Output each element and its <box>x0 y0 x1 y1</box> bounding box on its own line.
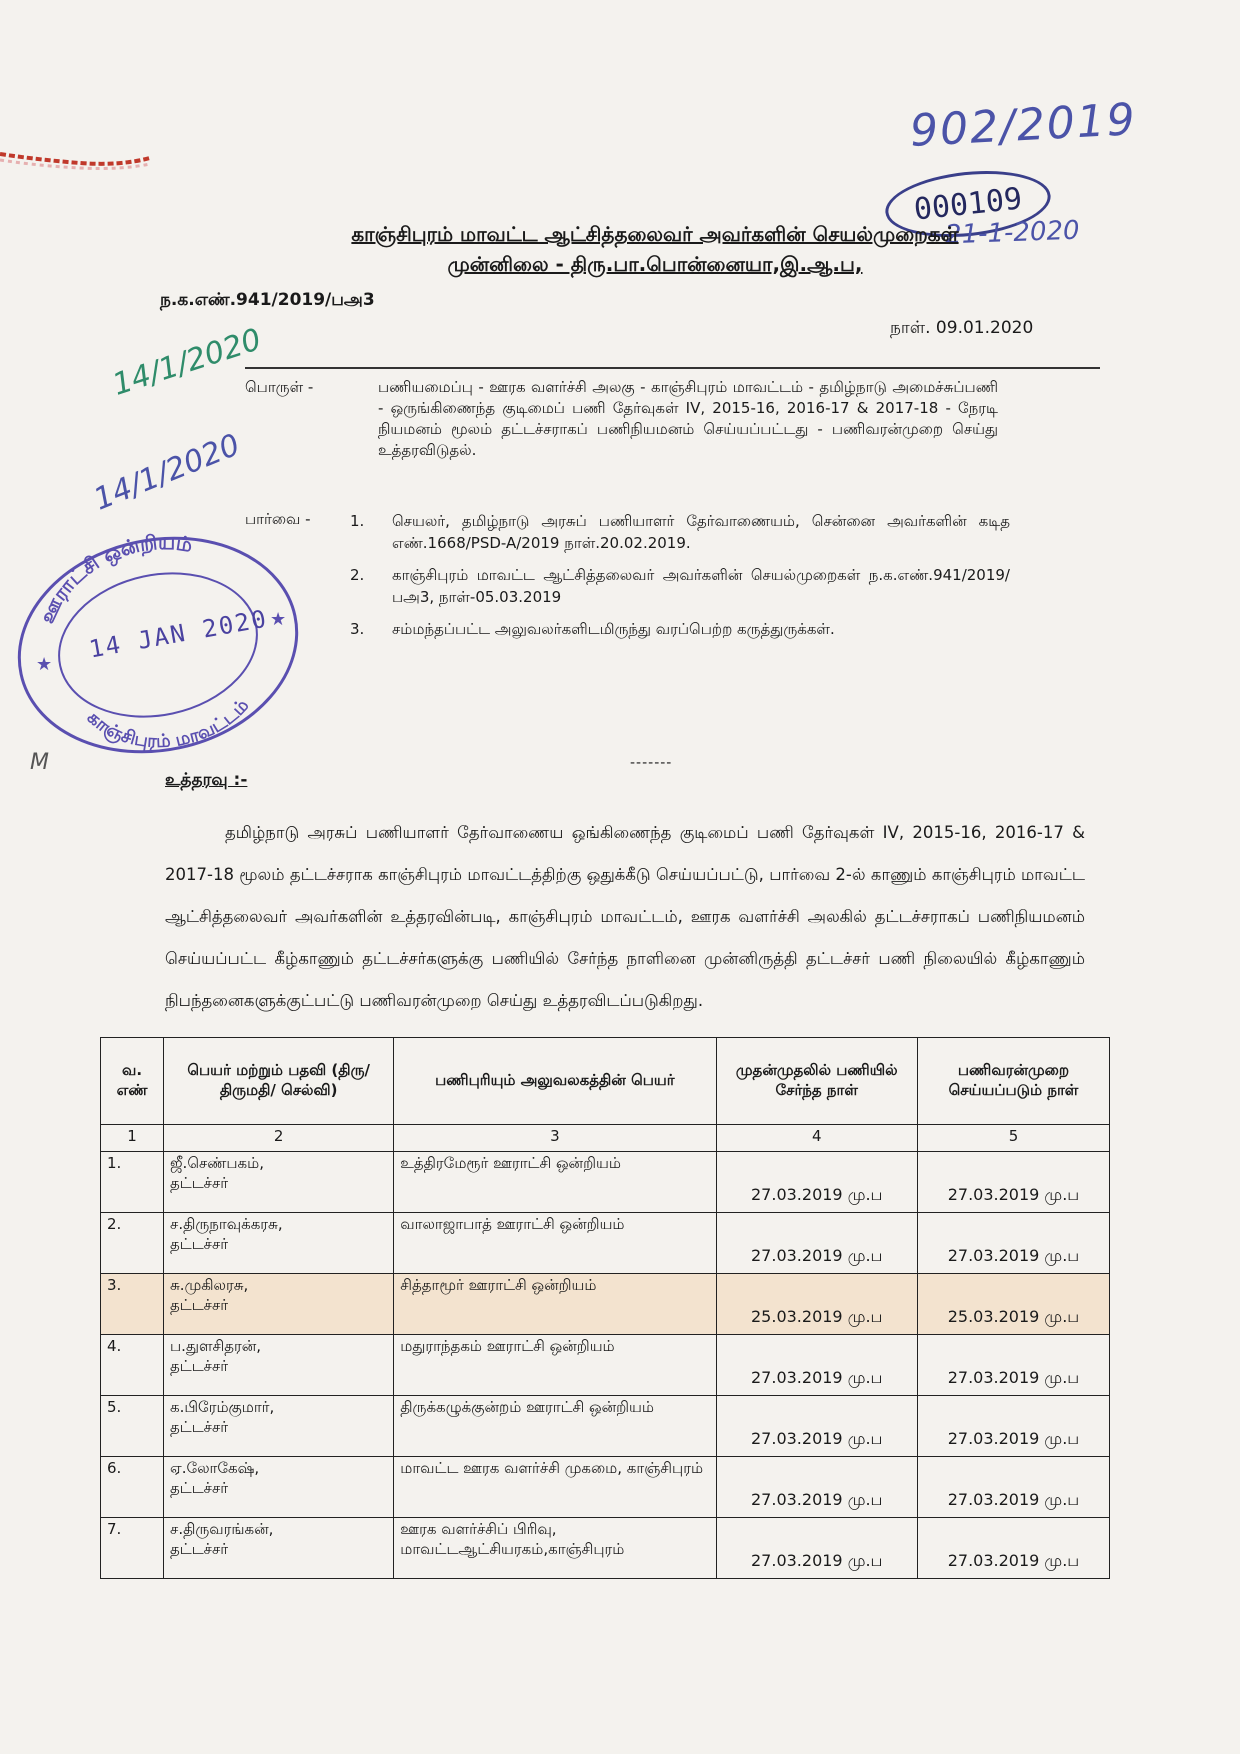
regularisation-date-cell: 27.03.2019 மு.ப <box>917 1213 1109 1274</box>
employee-post: தட்டச்சர் <box>170 1296 229 1314</box>
svg-text:★: ★ <box>36 654 53 675</box>
name-cell <box>164 1518 394 1579</box>
svg-text:★: ★ <box>270 609 287 630</box>
employee-name: ச.திருநாவுக்கரசு, <box>170 1215 283 1233</box>
office-cell: மதுராந்தகம் ஊராட்சி ஒன்றியம் <box>394 1335 716 1396</box>
regularisation-table <box>100 1037 1110 1579</box>
employee-post: தட்டச்சர் <box>170 1357 229 1375</box>
office-cell: உத்திரமேரூர் ஊராட்சி ஒன்றியம் <box>394 1152 716 1213</box>
serial-number: 000109 <box>912 180 1024 228</box>
joining-date-cell: 27.03.2019 மு.ப <box>716 1518 917 1579</box>
name-cell <box>164 1335 394 1396</box>
serial-cell: 4. <box>101 1335 164 1396</box>
joining-date-cell: 27.03.2019 மு.ப <box>716 1457 917 1518</box>
joining-date-cell: 25.03.2019 மு.ப <box>716 1274 917 1335</box>
handwritten-received-date: 21-1-2020 <box>944 215 1081 251</box>
column-header-name-post: பெயர் மற்றும் பதவி (திரு/திருமதி/ செல்வி) <box>164 1038 394 1125</box>
employee-post: தட்டச்சர் <box>170 1174 229 1192</box>
name-cell <box>164 1396 394 1457</box>
column-header-serial: வ. எண் <box>101 1038 164 1125</box>
reference-text-1: செயலர், தமிழ்நாடு அரசுப் பணியாளர் தேர்வாணையம், சென்னை அவர்களின் கடித எண்.1668/PSD-A/2019 நாள்.20.02.2019. <box>392 512 1010 552</box>
table-row <box>101 1457 1110 1518</box>
office-cell: சித்தாமூர் ஊராட்சி ஒன்றியம் <box>394 1274 716 1335</box>
column-header-joining-date: முதன்முதலில் பணியில் சேர்ந்த நாள் <box>716 1038 917 1125</box>
seal-date: 14 JAN 2020 <box>86 604 271 664</box>
seal-bottom-text: காஞ்சிபுரம் மாவட்டம் <box>82 694 254 753</box>
reference-item <box>350 564 1010 608</box>
subject-label: பொருள் - <box>245 378 314 396</box>
reference-item <box>350 510 1010 554</box>
references-list <box>350 510 1010 650</box>
seal-top-text: ஊராட்சி ஒன்றியம் <box>34 530 195 627</box>
serial-cell: 7. <box>101 1518 164 1579</box>
handwritten-file-number: 902/2019 <box>908 94 1138 157</box>
table-row <box>101 1518 1110 1579</box>
joining-date-cell: 27.03.2019 மு.ப <box>716 1152 917 1213</box>
name-cell <box>164 1274 394 1335</box>
employee-name: க.பிரேம்குமார், <box>170 1398 275 1416</box>
table-row <box>101 1152 1110 1213</box>
office-cell: திருக்கழுக்குன்றம் ஊராட்சி ஒன்றியம் <box>394 1396 716 1457</box>
table-row <box>101 1396 1110 1457</box>
column-number: 1 <box>101 1125 164 1152</box>
column-number: 2 <box>164 1125 394 1152</box>
serial-cell: 3. <box>101 1274 164 1335</box>
regularisation-date-cell: 27.03.2019 மு.ப <box>917 1518 1109 1579</box>
column-number: 3 <box>394 1125 716 1152</box>
reference-number: ந.க.எண்.941/2019/பஅ3 <box>160 290 375 310</box>
table-header-row <box>101 1038 1110 1125</box>
joining-date-cell: 27.03.2019 மு.ப <box>716 1213 917 1274</box>
reference-text-2: காஞ்சிபுரம் மாவட்ட ஆட்சித்தலைவர் அவர்களின் செயல்முறைகள் ந.க.எண்.941/2019/பஅ3, நாள்-05.03.2019 <box>392 566 1010 606</box>
handwritten-initial-green: 14/1/2020 <box>108 322 266 403</box>
reference-number-3: 3. <box>350 620 365 638</box>
reference-text-3: சம்மந்தப்பட்ட அலுவலர்களிடமிருந்து வரப்பெற்ற கருத்துருக்கள். <box>392 620 835 638</box>
table-row <box>101 1213 1110 1274</box>
employee-name: ஜீ.செண்பகம், <box>170 1154 264 1172</box>
joining-date-cell: 27.03.2019 மு.ப <box>716 1335 917 1396</box>
reference-number-1: 1. <box>350 512 365 530</box>
table-row <box>101 1335 1110 1396</box>
header-divider <box>245 367 1100 369</box>
column-number-row <box>101 1125 1110 1152</box>
reference-number-2: 2. <box>350 566 365 584</box>
subject-text: பணியமைப்பு - ஊரக வளர்ச்சி அலகு - காஞ்சிபுரம் மாவட்டம் - தமிழ்நாடு அமைச்சுப்பணி - ஒருங்கிணைந்த குடிமைப் பணி தேர்வுகள் IV, 2015-16, 2016-17 & 2017-18 - நேரடி நியமனம் மூலம் தட்டச்சராகப் பணிநியமனம் செய்யப்பட்டது - பணிவரன்முறை செய்து உத்தரவிடுதல். <box>378 378 998 459</box>
employee-post: தட்டச்சர் <box>170 1235 229 1253</box>
serial-cell: 1. <box>101 1152 164 1213</box>
office-cell: வாலாஜாபாத் ஊராட்சி ஒன்றியம் <box>394 1213 716 1274</box>
table-row-highlighted <box>101 1274 1110 1335</box>
office-cell: ஊரக வளர்ச்சிப் பிரிவு, மாவட்டஆட்சியரகம்,காஞ்சிபுரம் <box>394 1518 716 1579</box>
margin-initial: M <box>30 750 49 775</box>
name-cell <box>164 1457 394 1518</box>
document-title: காஞ்சிபுரம் மாவட்ட ஆட்சித்தலைவர் அவர்களின் செயல்முறைகள் <box>351 222 959 246</box>
regularisation-date-cell: 27.03.2019 மு.ப <box>917 1396 1109 1457</box>
serial-cell: 5. <box>101 1396 164 1457</box>
references-label: பார்வை - <box>245 510 311 528</box>
column-number: 5 <box>917 1125 1109 1152</box>
employee-post: தட்டச்சர் <box>170 1479 229 1497</box>
joining-date-cell: 27.03.2019 மு.ப <box>716 1396 917 1457</box>
handwritten-initial-blue: 14/1/2020 <box>89 427 245 518</box>
document-subtitle: முன்னிலை - திரு.பா.பொன்னையா,இ.ஆ.ப, <box>447 252 863 276</box>
regularisation-date-cell: 27.03.2019 மு.ப <box>917 1335 1109 1396</box>
serial-cell: 6. <box>101 1457 164 1518</box>
svg-text:ஊராட்சி ஒன்றியம் <box>22 521 208 631</box>
employee-post: தட்டச்சர் <box>170 1418 229 1436</box>
column-header-office: பணிபுரியும் அலுவலகத்தின் பெயர் <box>394 1038 716 1125</box>
column-header-regularisation-date: பணிவரன்முறை செய்யப்படும் நாள் <box>917 1038 1109 1125</box>
employee-name: ப.துளசிதரன், <box>170 1337 262 1355</box>
regularisation-date-cell: 27.03.2019 மு.ப <box>917 1152 1109 1213</box>
document-date: நாள். 09.01.2020 <box>890 318 1034 338</box>
employee-name: ச.திருவரங்கன், <box>170 1520 274 1538</box>
reference-item <box>350 618 1010 640</box>
order-heading: உத்தரவு :- <box>165 770 248 790</box>
order-paragraph: தமிழ்நாடு அரசுப் பணியாளர் தேர்வாணைய ஒங்கிணைந்த குடிமைப் பணி தேர்வுகள் IV, 2015-16, 2016-17 & 2017-18 மூலம் தட்டச்சராக காஞ்சிபுரம் மாவட்டத்திற்கு ஒதுக்கீடு செய்யப்பட்டு, பார்வை 2-ல் காணும் காஞ்சிபுரம் மாவட்ட ஆட்சித்தலைவர் அவர்களின் உத்தரவின்படி, காஞ்சிபுரம் மாவட்டம், ஊரக வளர்ச்சி அலகில் தட்டச்சராகப் பணிநியமனம் செய்யப்பட்ட கீழ்காணும் தட்டச்சர்களுக்கு பணியில் சேர்ந்த நாளினை முன்னிருத்தி தட்டச்சர் பணி நிலையில் கீழ்காணும் நிபந்தனைகளுக்குட்பட்டு பணிவரன்முறை செய்து உத்தரவிடப்படுகிறது. <box>165 823 1085 1010</box>
office-cell: மாவட்ட ஊரக வளர்ச்சி முகமை, காஞ்சிபுரம் <box>394 1457 716 1518</box>
regularisation-date-cell: 27.03.2019 மு.ப <box>917 1457 1109 1518</box>
name-cell <box>164 1213 394 1274</box>
employee-name: சு.முகிலரசு, <box>170 1276 249 1294</box>
section-divider: ------- <box>630 755 673 771</box>
employee-name: ஏ.லோகேஷ், <box>170 1459 260 1477</box>
binding-string <box>0 150 150 172</box>
serial-cell: 2. <box>101 1213 164 1274</box>
column-number: 4 <box>716 1125 917 1152</box>
name-cell <box>164 1152 394 1213</box>
regularisation-date-cell: 25.03.2019 மு.ப <box>917 1274 1109 1335</box>
employee-post: தட்டச்சர் <box>170 1540 229 1558</box>
